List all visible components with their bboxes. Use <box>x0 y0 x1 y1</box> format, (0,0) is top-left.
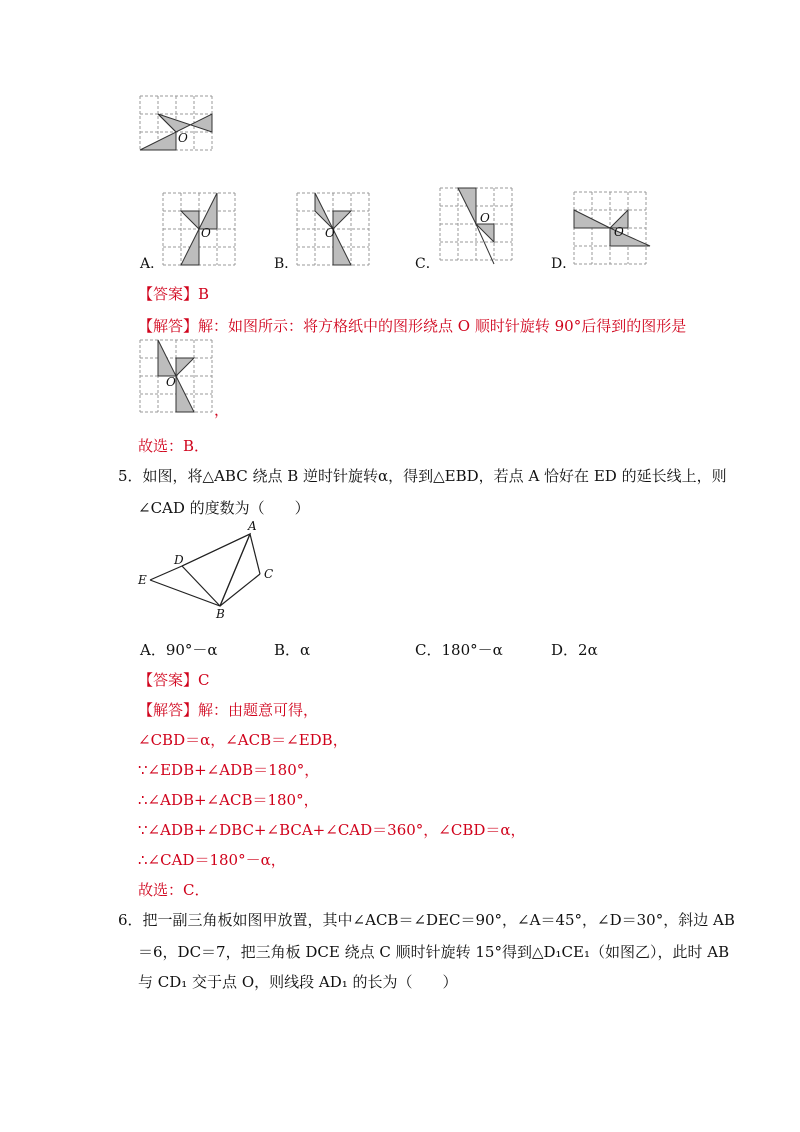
solution-tag: 【解答】 <box>138 701 199 719</box>
q4-option-b-figure <box>297 193 373 269</box>
q4-solution-o-label: O <box>166 375 176 389</box>
q5-choose: 故选：C． <box>138 881 210 899</box>
q4-solution-figure <box>140 340 216 416</box>
q5-figure <box>136 520 286 620</box>
q4-shape-right <box>158 114 212 132</box>
q5-answer-line <box>138 670 210 690</box>
q4-option-a[interactable]: A． <box>140 256 165 272</box>
answer-value: B <box>198 285 210 303</box>
q4-point-o-label: O <box>178 131 188 145</box>
q5-option-b[interactable]: B．α <box>274 641 311 659</box>
q5-option-a[interactable]: A．90°－α <box>140 641 218 659</box>
q5-solution-line <box>138 700 318 720</box>
q4-option-c-figure <box>440 188 516 268</box>
q5-label-b: B <box>216 607 225 621</box>
answer-tag: 【答案】 <box>138 285 199 303</box>
solution-tag: 【解答】 <box>138 317 199 335</box>
q4-solution-tail: ， <box>214 401 230 419</box>
q4-option-d-o-label: O <box>614 225 624 239</box>
q4-option-d-figure <box>574 192 654 264</box>
q4-option-d[interactable]: D． <box>551 256 577 272</box>
q5-step-5: ∴∠CAD＝180°－α， <box>138 851 286 869</box>
q4-option-b-o-label: O <box>325 226 335 240</box>
solution-text: 解：由题意可得， <box>198 701 319 719</box>
q4-original-figure <box>140 96 214 154</box>
q6-stem-line1: 6．把一副三角板如图甲放置，其中∠ACB＝∠DEC＝90°，∠A＝45°，∠D＝30°，斜边 AB <box>118 911 735 929</box>
q5-label-e: E <box>138 573 147 587</box>
q5-stem-line1: 5．如图，将△ABC 绕点 B 逆时针旋转α，得到△EBD，若点 A 恰好在 ED 的延长线上，则 <box>118 467 727 485</box>
solution-text: 解：如图所示：将方格纸中的图形绕点 O 顺时针旋转 90°后得到的图形是 <box>198 317 687 335</box>
q5-step-2: ∵∠EDB+∠ADB＝180°， <box>138 761 320 779</box>
q4-option-c[interactable]: C． <box>415 256 440 272</box>
q5-step-3: ∴∠ADB+∠ACB＝180°， <box>138 791 319 809</box>
q4-option-b[interactable]: B． <box>274 256 299 272</box>
q5-step-1: ∠CBD＝α，∠ACB＝∠EDB， <box>138 731 348 749</box>
q4-answer-line <box>138 284 209 304</box>
q6-stem-line3: 与 CD₁ 交于点 O，则线段 AD₁ 的长为（ ） <box>138 973 458 991</box>
q4-option-a-figure <box>163 193 239 269</box>
q5-label-c: C <box>264 567 274 581</box>
q5-stem-line2: ∠CAD 的度数为（ ） <box>138 499 310 517</box>
q4-option-c-o-label: O <box>480 211 490 225</box>
q4-choose: 故选：B． <box>138 437 210 455</box>
q4-solution-line <box>138 316 686 336</box>
q5-option-c[interactable]: C．180°－α <box>415 641 503 659</box>
q5-option-d[interactable]: D．2α <box>551 641 598 659</box>
answer-tag: 【答案】 <box>138 671 199 689</box>
answer-value: C <box>198 671 210 689</box>
q6-stem-line2: ＝6，DC＝7，把三角板 DCE 绕点 C 顺时针旋转 15°得到△D₁CE₁（如图乙），此时 AB <box>138 943 730 961</box>
q4-shape-left <box>140 132 176 150</box>
q4-option-a-o-label: O <box>201 226 211 240</box>
q5-step-4: ∵∠ADB+∠DBC+∠BCA+∠CAD＝360°，∠CBD＝α， <box>138 821 526 839</box>
q5-label-a: A <box>248 519 257 533</box>
q5-label-d: D <box>174 553 184 567</box>
